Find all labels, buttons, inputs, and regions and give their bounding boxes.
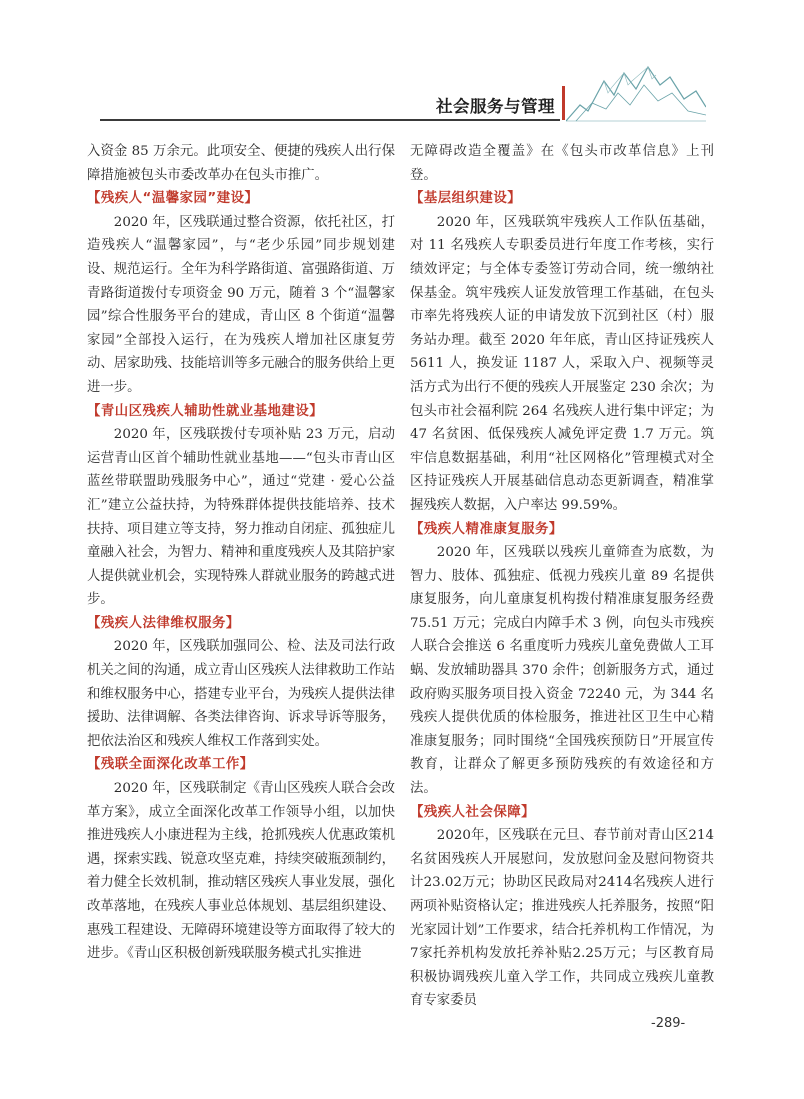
header-accent-bar — [562, 86, 565, 120]
body-paragraph: 入资金 85 万余元。此项安全、便捷的残疾人出行保障措施被包头市委改革办在包头市推广。 — [87, 144, 395, 183]
section-heading: 【残疾人法律维权服务】 — [87, 615, 240, 631]
section-heading: 【残疾人社会保障】 — [410, 804, 536, 820]
section-heading: 【青山区残疾人辅助性就业基地建设】 — [87, 403, 324, 419]
page-header — [0, 0, 804, 125]
mountain-range-icon — [566, 55, 706, 123]
left-column — [87, 140, 395, 966]
section-heading: 【残疾人精准康复服务】 — [410, 521, 563, 537]
right-column — [410, 140, 714, 1013]
section-heading: 【残联全面深化改革工作】 — [87, 757, 254, 773]
body-paragraph: 2020 年，区残联筑牢残疾人工作队伍基础，对 11 名残疾人专职委员进行年度工作考核，实行绩效评定；与全体专委签订劳动合同，统一缴纳社保基金。筑牢残疾人证发放管理工作基础，在包头市率先将残疾人证的申请发放下沉到社区（村）服务站办理。截至 2020 年年底，青山区持证残疾人 5611 人，换发证 1187 人，采取入户、视频等灵活方式为出行不便的残疾人开展鉴定 230 余次；为包头市社会福利院 264 名残疾人进行集中评定；为 47 名贫困、低保残疾人减免评定费 1.7 万元。筑牢信息数据基础，利用“社区网格化”管理模式对全区持证残疾人开展基础信息动态更新调查，精准掌握残疾人数据，入户率达 99.59%。 — [410, 214, 714, 513]
body-paragraph: 2020年，区残联在元旦、春节前对青山区214名贫困残疾人开展慰问，发放慰问金及慰问物资共计23.02万元；协助区民政局对2414名残疾人进行两项补贴资格认定；推进残疾人托养服务，按照“阳光家园计划”工作要求，结合托养机构工作情况，为7家托养机构发放托养补贴2.25万元；与区教育局积极协调残疾儿童入学工作，共同成立残疾儿童教育专家委员 — [410, 828, 714, 1009]
page-number: -289- — [651, 1016, 686, 1031]
body-paragraph: 2020 年，区残联制定《青山区残疾人联合会改革方案》，成立全面深化改革工作领导小组，以加快推进残疾人小康进程为主线，抢抓残疾人优惠政策机遇，探索实践、锐意攻坚克难，持续突破瓶颈制约，着力健全长效机制，推动辖区残疾人事业发展，强化改革落地，在残疾人事业总体规划、基层组织建设、惠残工程建设、无障碍环境建设等方面取得了较大的进步。《青山区积极创新残联服务模式扎实推进 — [87, 781, 395, 962]
body-paragraph: 2020 年，区残联拨付专项补贴 23 万元，启动运营青山区首个辅助性就业基地——“包头市青山区蓝丝带联盟助残服务中心”，通过“党建 · 爱心公益汇”建立公益扶持，为特殊群体提供技能培养、技术扶持、项目建立等支持，努力推动自闭症、孤独症儿童融入社会，为智力、精神和重度残疾人及其陪护家人提供就业机会，实现特殊人群就业服务的跨越式进步。 — [87, 427, 395, 608]
body-paragraph: 2020 年，区残联以残疾儿童筛查为底数，为智力、肢体、孤独症、低视力残疾儿童 89 名提供康复服务，向儿童康复机构拨付精准康复服务经费 75.51 万元；完成白内障手术 3 例，向包头市残疾人联合会推送 6 名重度听力残疾儿童免费做人工耳蜗、发放辅助器具 370 余件；创新服务方式，通过政府购买服务项目投入资金 72240 元，为 344 名残疾人提供优质的体检服务，推进社区卫生中心精准康复服务；同时围绕“全国残疾预防日”开展宣传教育，让群众了解更多预防残疾的有效途径和方法。 — [410, 545, 714, 797]
body-paragraph: 2020 年，区残联加强同公、检、法及司法行政机关之间的沟通，成立青山区残疾人法律救助工作站和维权服务中心，搭建专业平台，为残疾人提供法律援助、法律调解、各类法律咨询、诉求导诉等服务，把依法治区和残疾人维权工作落到实处。 — [87, 639, 395, 749]
section-title: 社会服务与管理 — [436, 97, 555, 116]
body-paragraph: 2020 年，区残联通过整合资源，依托社区，打造残疾人“温馨家园”，与“老少乐园”同步规划建设、规范运行。全年为科学路街道、富强路街道、万青路街道拨付专项资金 90 万元，随着 3 个“温馨家园”综合性服务平台的建成，青山区 8 个街道“温馨家园”全部投入运行，在为残疾人增加社区康复劳动、居家助残、技能培训等多元融合的服务供给上更进一步。 — [87, 214, 395, 395]
header-rule — [100, 119, 560, 121]
section-heading: 【基层组织建设】 — [410, 191, 522, 207]
section-heading: 【残疾人“温馨家园”建设】 — [87, 191, 259, 207]
body-paragraph: 无障碍改造全覆盖》在《包头市改革信息》上刊登。 — [410, 144, 714, 183]
